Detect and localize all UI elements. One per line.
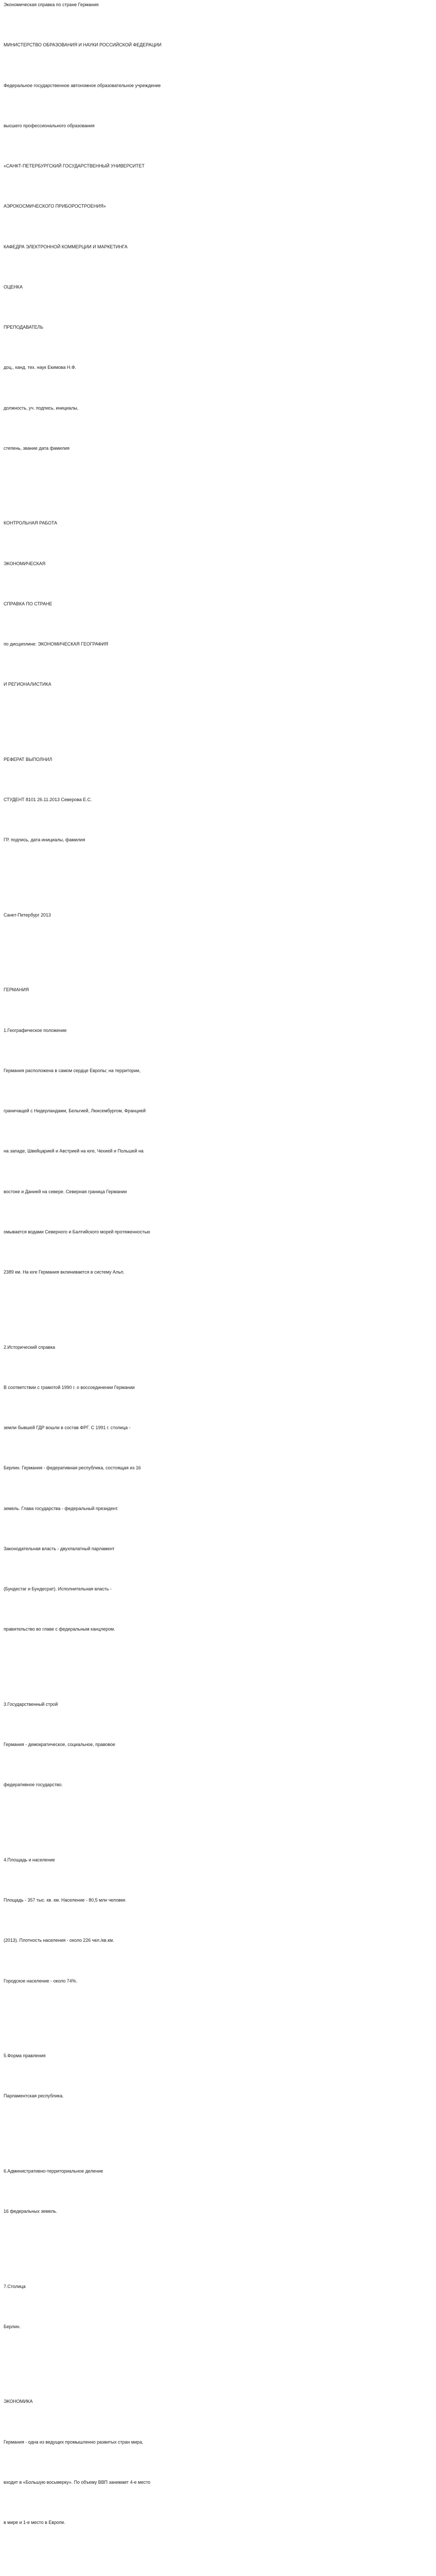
text-line: В соответствии с грамотой 1990 г. о воссоединении Германии bbox=[4, 1384, 135, 1390]
text-line: земель. Глава государства - федеральный президент. bbox=[4, 1505, 118, 1511]
text-line: входит в «Большую восьмерку». По объему ВВП занимает 4-е место bbox=[4, 2479, 151, 2485]
text-line: по дисциплине: ЭКОНОМИЧЕСКАЯ ГЕОГРАФИЯ bbox=[4, 641, 109, 647]
text-line: Германия расположена в самом сердце Европы; на территории, bbox=[4, 1067, 141, 1073]
text-line: земли бывшей ГДР вошли в состав ФРГ. С 1991 г. столица - bbox=[4, 1425, 131, 1430]
text-line: И РЕГИОНАЛИСТИКА bbox=[4, 682, 51, 687]
text-line: Законодательная власть - двухпалатный парламент bbox=[4, 1546, 115, 1551]
text-line: 1.Географическое положение bbox=[4, 1027, 67, 1033]
text-line: 4.Площадь и население bbox=[4, 1857, 55, 1862]
text-line: на западе, Швейцарией и Австрией на юге, Чехией и Польшей на bbox=[4, 1148, 144, 1154]
text-line: ГР. подпись, дата инициалы, фамилия bbox=[4, 837, 85, 843]
text-line: АЭРОКОСМИЧЕСКОГО ПРИБОРОСТРОЕНИЯ» bbox=[4, 204, 106, 209]
text-line: Германия - демократическое, социальное, правовое bbox=[4, 1742, 115, 1747]
text-line: Парламентская республика. bbox=[4, 2093, 64, 2099]
text-line: (2013). Плотность населения - около 226 чел./кв.км. bbox=[4, 1938, 114, 1943]
text-line: ГЕРМАНИЯ bbox=[4, 987, 29, 993]
text-line: 5.Форма правления bbox=[4, 2053, 46, 2058]
text-line: Федеральное государственное автономное образовательное учреждение bbox=[4, 82, 161, 88]
text-line: ПРЕПОДАВАТЕЛЬ bbox=[4, 325, 44, 330]
text-line: РЕФЕРАТ ВЫПОЛНИЛ bbox=[4, 756, 53, 762]
text-line: 16 федеральных земель. bbox=[4, 2209, 58, 2214]
text-line: СТУДЕНТ 8101 26.11.2013 Северова Е.С. bbox=[4, 797, 92, 802]
text-line: Площадь - 357 тыс. кв. км. Население - 80,5 млн человек bbox=[4, 1897, 126, 1903]
text-line: ОЦЕНКА bbox=[4, 284, 23, 290]
text-line: в мире и 1-е место в Европе. bbox=[4, 2520, 66, 2525]
text-line: Экономическая справка по стране Германия bbox=[4, 2, 99, 7]
text-line: КАФЕДРА ЭЛЕКТРОННОЙ КОММЕРЦИИ И МАРКЕТИНГА bbox=[4, 244, 128, 249]
text-line: ЭКОНОМИКА bbox=[4, 2399, 33, 2404]
text-line: МИНИСТЕРСТВО ОБРАЗОВАНИЯ И НАУКИ РОССИЙСКОЙ ФЕДЕРАЦИИ bbox=[4, 42, 162, 48]
text-line: востоке и Данией на севере. Северная граница Германии bbox=[4, 1189, 127, 1194]
text-line: Санкт-Петербург 2013 bbox=[4, 912, 51, 918]
text-line: «САНКТ-ПЕТЕРБУРГСКИЙ ГОСУДАРСТВЕННЫЙ УНИВЕРСИТЕТ bbox=[4, 163, 145, 168]
text-line: граничащей с Нидерландами, Бельгией, Люксембургом, Францией bbox=[4, 1108, 146, 1113]
text-line: СПРАВКА ПО СТРАНЕ bbox=[4, 601, 53, 606]
text-line: ЭКОНОМИЧЕСКАЯ bbox=[4, 561, 46, 566]
text-line: доц., канд. тех. наук Екимова Н.Ф. bbox=[4, 365, 77, 370]
text-line: правительство во главе с федеральным канцлером. bbox=[4, 1626, 115, 1632]
text-line: федеративное государство. bbox=[4, 1782, 63, 1788]
text-line: 7.Столица bbox=[4, 2283, 26, 2289]
text-line: 6.Административно-территориальное деление bbox=[4, 2168, 103, 2174]
text-line: 2.Исторический справка bbox=[4, 1344, 56, 1350]
text-line: 3.Государственный строй bbox=[4, 1701, 58, 1707]
text-line: Германия - одна из ведущих промышленно развитых стран мира, bbox=[4, 2439, 144, 2445]
text-line: (Бундестаг и Бундесрат). Исполнительная власть - bbox=[4, 1586, 112, 1591]
text-line: степень, звание дата фамилия bbox=[4, 445, 69, 451]
text-line: Берлин. bbox=[4, 2324, 21, 2329]
text-line: Городское население - около 74%. bbox=[4, 1978, 78, 1984]
text-line: должность, уч. подпись, инициалы, bbox=[4, 405, 79, 411]
text-line: омывается водами Северного и Балтийского морей протяженностью bbox=[4, 1229, 150, 1234]
text-line: Берлин. Германия - федеративная республика, состоящая из 16 bbox=[4, 1465, 141, 1471]
text-line: КОНТРОЛЬНАЯ РАБОТА bbox=[4, 520, 58, 526]
text-line: высшего профессионального образования bbox=[4, 123, 95, 128]
text-line: 2389 км. На юге Германия вклинивается в систему Альп. bbox=[4, 1269, 125, 1275]
